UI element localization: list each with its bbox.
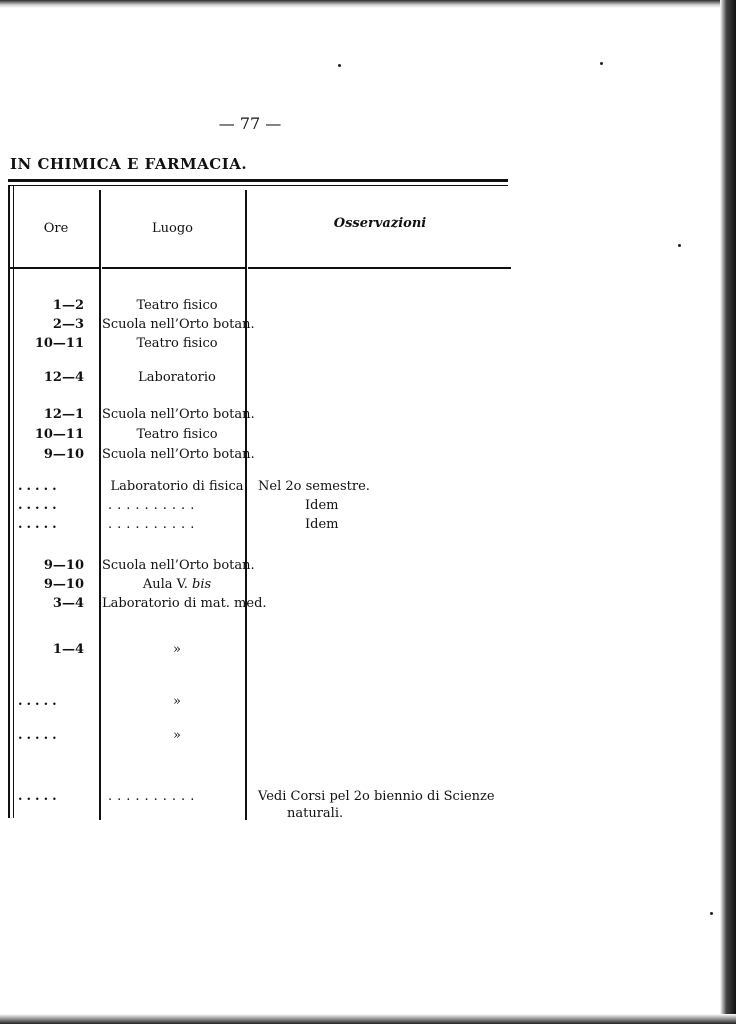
table-row bbox=[0, 427, 520, 445]
cell-osservazioni-continuation: naturali. bbox=[287, 806, 344, 821]
table-row bbox=[0, 298, 520, 316]
table-row bbox=[0, 407, 520, 425]
cell-ore: ..... bbox=[18, 517, 61, 532]
table-row bbox=[0, 577, 520, 595]
page-right-edge bbox=[720, 0, 736, 1024]
cell-ore: ..... bbox=[18, 694, 61, 709]
cell-luogo: Laboratorio di mat. med. bbox=[102, 596, 267, 611]
cell-ore: ..... bbox=[18, 728, 61, 743]
cell-ore: ..... bbox=[18, 789, 61, 804]
cell-ore: 2—3 bbox=[52, 317, 84, 332]
table-row bbox=[0, 642, 520, 660]
table-top-rule-thin bbox=[8, 185, 508, 186]
cell-luogo: Aula V. bis bbox=[142, 577, 212, 592]
table-row bbox=[0, 370, 520, 388]
table-row bbox=[0, 498, 520, 516]
table-row bbox=[0, 479, 520, 497]
cell-osservazioni: Idem bbox=[305, 517, 339, 532]
cell-luogo: Laboratorio bbox=[138, 370, 216, 385]
cell-ore: ..... bbox=[18, 498, 61, 513]
cell-luogo: .......... bbox=[108, 498, 200, 513]
cell-ore: 3—4 bbox=[52, 596, 84, 611]
paper-speck bbox=[710, 912, 713, 915]
cell-luogo: Scuola nell’Orto botan. bbox=[102, 317, 255, 332]
table-row bbox=[0, 694, 520, 712]
cell-ore: 9—10 bbox=[43, 577, 84, 592]
cell-luogo: » bbox=[173, 728, 181, 743]
cell-ore: ..... bbox=[18, 479, 61, 494]
table-top-rule bbox=[8, 179, 508, 182]
cell-ore: 12—4 bbox=[43, 370, 84, 385]
cell-ore: 12—1 bbox=[43, 407, 84, 422]
column-header-osservazioni: Osservazioni bbox=[333, 216, 427, 231]
table-row bbox=[0, 336, 520, 354]
cell-osservazioni: Idem bbox=[305, 498, 339, 513]
cell-luogo: Laboratorio di fisica bbox=[110, 479, 244, 494]
header-rule bbox=[8, 267, 100, 269]
section-title: IN CHIMICA E FARMACIA. bbox=[10, 155, 248, 173]
paper-speck bbox=[600, 62, 603, 65]
cell-ore: 1—4 bbox=[52, 642, 84, 657]
column-header-luogo: Luogo bbox=[152, 221, 193, 236]
cell-luogo: Scuola nell’Orto botan. bbox=[102, 447, 255, 462]
cell-luogo: .......... bbox=[108, 517, 200, 532]
page-number: — 77 — bbox=[218, 114, 282, 133]
column-header-ore: Ore bbox=[43, 221, 69, 236]
table-row bbox=[0, 317, 520, 335]
table-row bbox=[0, 789, 520, 821]
paper-speck bbox=[338, 64, 341, 67]
table-row bbox=[0, 517, 520, 535]
cell-osservazioni: Nel 2o semestre. bbox=[258, 479, 370, 494]
cell-ore: 10—11 bbox=[34, 427, 84, 442]
page-bottom-edge bbox=[0, 1014, 736, 1024]
cell-ore: 9—10 bbox=[43, 447, 84, 462]
cell-luogo: Teatro fisico bbox=[136, 298, 218, 313]
table-row bbox=[0, 447, 520, 465]
cell-ore: 1—2 bbox=[52, 298, 84, 313]
cell-luogo: » bbox=[173, 642, 181, 657]
cell-ore: 10—11 bbox=[34, 336, 84, 351]
cell-luogo: Scuola nell’Orto botan. bbox=[102, 558, 255, 573]
header-rule bbox=[248, 267, 511, 269]
cell-luogo: » bbox=[173, 694, 181, 709]
cell-ore: 9—10 bbox=[43, 558, 84, 573]
paper-speck bbox=[678, 244, 681, 247]
cell-luogo: .......... bbox=[108, 789, 200, 804]
cell-osservazioni: Vedi Corsi pel 2o biennio di Scienze bbox=[258, 789, 495, 804]
cell-luogo: Teatro fisico bbox=[136, 427, 218, 442]
table-row bbox=[0, 558, 520, 576]
header-rule bbox=[102, 267, 245, 269]
page-top-edge bbox=[0, 0, 736, 8]
table-row bbox=[0, 728, 520, 746]
table-row bbox=[0, 596, 520, 614]
cell-luogo: Teatro fisico bbox=[136, 336, 218, 351]
cell-luogo: Scuola nell’Orto botan. bbox=[102, 407, 255, 422]
